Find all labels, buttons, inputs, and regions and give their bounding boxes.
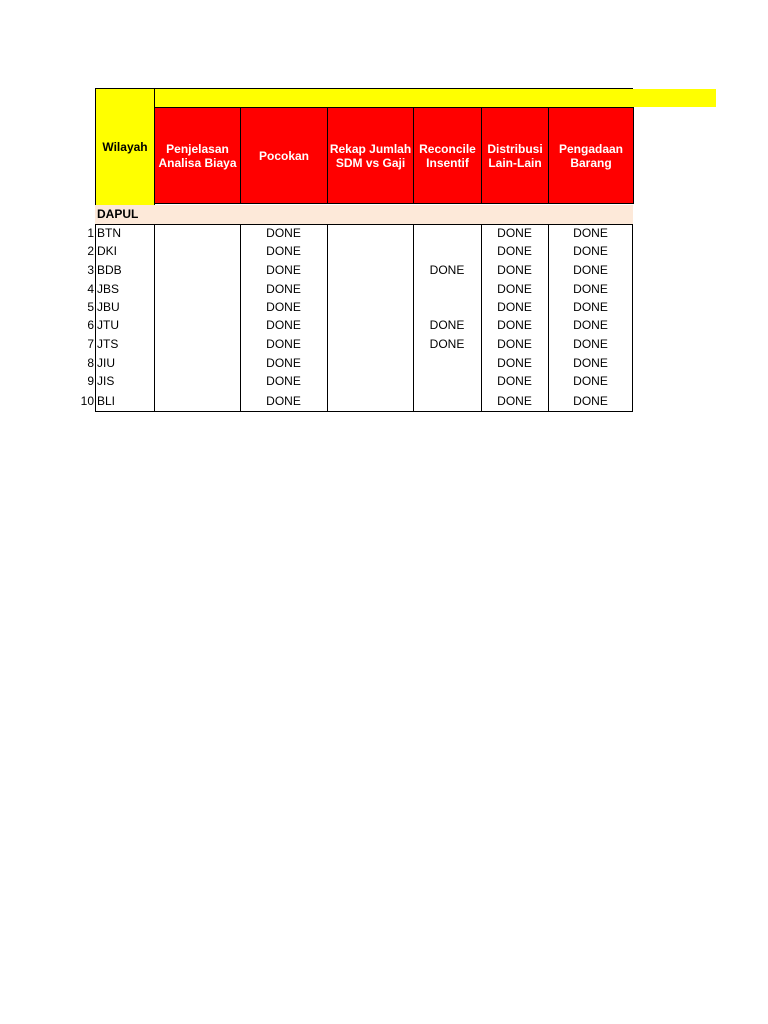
region-code-cell[interactable]: BLI xyxy=(97,394,116,408)
region-code-cell[interactable]: JIU xyxy=(97,356,115,370)
table-cell[interactable]: DONE xyxy=(497,263,532,277)
table-cell[interactable]: DONE xyxy=(266,244,301,258)
row-number: 4 xyxy=(87,282,94,296)
table-cell[interactable]: DONE xyxy=(497,300,532,314)
table-cell[interactable]: DONE xyxy=(573,263,608,277)
table-cell[interactable]: DONE xyxy=(573,356,608,370)
table-cell[interactable]: DONE xyxy=(266,318,301,332)
table-cell[interactable]: DONE xyxy=(497,282,532,296)
region-code-cell[interactable]: DKI xyxy=(97,244,118,258)
table-cell[interactable] xyxy=(154,224,240,242)
row-number: 8 xyxy=(87,356,94,370)
table-cell[interactable]: DONE xyxy=(573,374,608,388)
row-number: 10 xyxy=(80,394,94,408)
table-cell[interactable] xyxy=(327,335,413,353)
table-cell[interactable]: DONE xyxy=(266,337,301,351)
table-cell[interactable] xyxy=(154,392,240,410)
table-cell[interactable] xyxy=(327,372,413,390)
table-cell[interactable]: DONE xyxy=(497,226,532,240)
table-cell[interactable]: DONE xyxy=(573,226,608,240)
column-header-4[interactable]: Reconcile Insentif xyxy=(413,107,482,204)
table-cell[interactable] xyxy=(154,280,240,298)
table-cell[interactable]: DONE xyxy=(266,356,301,370)
row-number: 5 xyxy=(87,300,94,314)
table-cell[interactable] xyxy=(327,242,413,260)
table-cell[interactable] xyxy=(327,298,413,316)
table-cell[interactable] xyxy=(413,372,481,390)
table-cell[interactable]: DONE xyxy=(573,244,608,258)
table-cell[interactable]: DONE xyxy=(429,318,465,332)
row-number: 6 xyxy=(87,318,94,332)
wilayah-header[interactable]: Wilayah xyxy=(95,88,155,206)
table-cell[interactable] xyxy=(413,354,481,372)
row-number: 9 xyxy=(87,374,94,388)
table-cell[interactable]: DONE xyxy=(429,263,465,277)
table-cell[interactable]: DONE xyxy=(497,356,532,370)
region-code-cell[interactable]: JTS xyxy=(97,337,119,351)
table-cell[interactable] xyxy=(154,242,240,260)
table-cell[interactable]: DONE xyxy=(497,394,532,408)
table-cell[interactable]: DONE xyxy=(497,318,532,332)
column-header-6[interactable]: Pengadaan Barang xyxy=(548,107,634,204)
region-code-cell[interactable]: JBU xyxy=(97,300,120,314)
table-cell[interactable]: DONE xyxy=(266,263,301,277)
table-cell[interactable] xyxy=(413,280,481,298)
row-number: 7 xyxy=(87,337,94,351)
column-header-1[interactable]: Penjelasan Analisa Biaya xyxy=(154,107,241,204)
table-cell[interactable] xyxy=(327,280,413,298)
row-number: 2 xyxy=(87,244,94,258)
region-code-cell[interactable]: JIS xyxy=(97,374,115,388)
row-number: 3 xyxy=(87,263,94,277)
table-cell[interactable] xyxy=(327,354,413,372)
table-cell[interactable]: DONE xyxy=(497,244,532,258)
region-code-cell[interactable]: BDB xyxy=(97,263,122,277)
table-cell[interactable]: DONE xyxy=(573,337,608,351)
region-code-cell[interactable]: BTN xyxy=(97,226,121,240)
table-cell[interactable]: DONE xyxy=(266,394,301,408)
table-cell[interactable] xyxy=(413,298,481,316)
table-cell[interactable] xyxy=(413,392,481,410)
table-cell[interactable] xyxy=(154,298,240,316)
table-cell[interactable]: DONE xyxy=(266,282,301,296)
region-code-cell[interactable]: JBS xyxy=(97,282,120,296)
table-cell[interactable] xyxy=(327,392,413,410)
table-cell[interactable] xyxy=(154,335,240,353)
row-number: 1 xyxy=(87,226,94,240)
table-cell[interactable]: DONE xyxy=(266,226,301,240)
table-cell[interactable] xyxy=(327,316,413,334)
table-cell[interactable]: DONE xyxy=(266,300,301,314)
column-header-2[interactable]: Pocokan xyxy=(240,107,328,204)
table-cell[interactable] xyxy=(154,261,240,279)
table-cell[interactable] xyxy=(154,316,240,334)
table-cell[interactable] xyxy=(327,224,413,242)
table-cell[interactable] xyxy=(327,261,413,279)
table-cell[interactable]: DONE xyxy=(573,318,608,332)
column-header-5[interactable]: Distribusi Lain-Lain xyxy=(481,107,549,204)
table-cell[interactable]: DONE xyxy=(497,337,532,351)
region-code-cell[interactable]: JTU xyxy=(97,318,119,332)
table-cell[interactable]: DONE xyxy=(573,394,608,408)
table-cell[interactable]: DONE xyxy=(573,300,608,314)
table-cell[interactable] xyxy=(413,224,481,242)
table-cell[interactable]: DONE xyxy=(429,337,465,351)
table-cell[interactable] xyxy=(154,372,240,390)
table-cell[interactable]: DONE xyxy=(497,374,532,388)
table-cell[interactable] xyxy=(154,354,240,372)
title-band-border xyxy=(154,88,633,89)
column-header-3[interactable]: Rekap Jumlah SDM vs Gaji xyxy=(327,107,414,204)
group-row-dapul[interactable]: DAPUL xyxy=(95,205,633,224)
yellow-title-band xyxy=(154,89,716,107)
table-cell[interactable] xyxy=(413,242,481,260)
table-cell[interactable]: DONE xyxy=(573,282,608,296)
table-cell[interactable]: DONE xyxy=(266,374,301,388)
